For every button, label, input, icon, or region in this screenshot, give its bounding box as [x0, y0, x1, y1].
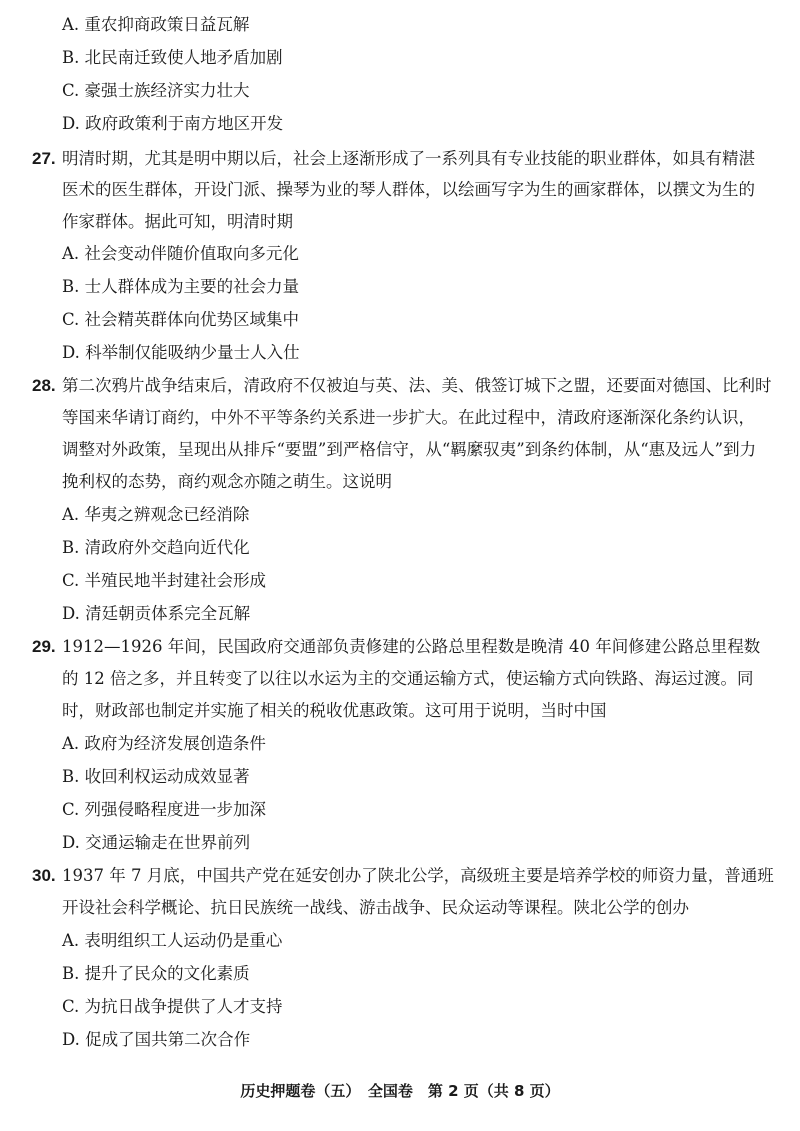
option-c: C. 列强侵略程度进一步加深 [62, 800, 267, 819]
question-stem-line: 等国来华请订商约，中外不平等条约关系进一步扩大。在此过程中，清政府逐渐深化条约认识， [62, 408, 755, 427]
option-d: D. 政府政策利于南方地区开发 [62, 114, 284, 133]
option-c: C. 半殖民地半封建社会形成 [62, 571, 267, 590]
page-footer: 历史押题卷（五） 全国卷 第 2 页（共 8 页） [240, 1082, 560, 1100]
option-b: B. 提升了民众的文化素质 [62, 964, 250, 983]
option-d: D. 清廷朝贡体系完全瓦解 [62, 604, 251, 623]
question-stem-line: 明清时期，尤其是明中期以后，社会上逐渐形成了一系列具有专业技能的职业群体，如具有精湛 [62, 149, 755, 168]
option-b: B. 收回利权运动成效显著 [62, 767, 250, 786]
option-b: B. 北民南迁致使人地矛盾加剧 [62, 48, 283, 67]
option-d: D. 科举制仅能吸纳少量士人入仕 [62, 343, 300, 362]
option-a: A. 表明组织工人运动仍是重心 [62, 931, 283, 950]
question-stem-line: 的 12 倍之多，并且转变了以往以水运为主的交通运输方式，使运输方式向铁路、海运过渡。同 [62, 669, 754, 688]
option-b: B. 士人群体成为主要的社会力量 [62, 277, 300, 296]
option-c: C. 为抗日战争提供了人才支持 [62, 997, 283, 1016]
question-number: 29. [32, 637, 56, 656]
question-stem-line: 医术的医生群体，开设门派、操琴为业的琴人群体，以绘画写字为生的画家群体，以撰文为生的 [62, 180, 755, 199]
question-stem-line: 时，财政部也制定并实施了相关的税收优惠政策。这可用于说明，当时中国 [62, 701, 607, 720]
question-stem-line: 开设社会科学概论、抗日民族统一战线、游击战争、民众运动等课程。陕北公学的创办 [62, 898, 689, 917]
question-stem-line: 第二次鸦片战争结束后，清政府不仅被迫与英、法、美、俄签订城下之盟，还要面对德国、比利时 [62, 376, 772, 395]
option-a: A. 华夷之辨观念已经消除 [62, 505, 250, 524]
question-number: 27. [32, 149, 56, 168]
question-stem-line: 挽利权的态势，商约观念亦随之萌生。这说明 [62, 472, 392, 491]
question-stem-line: 调整对外政策，呈现出从排斥“要盟”到严格信守，从“羁縻驭夷”到条约体制，从“惠及远人”到力 [62, 440, 757, 459]
question-number: 30. [32, 866, 56, 885]
option-d: D. 交通运输走在世界前列 [62, 833, 251, 852]
question-number: 28. [32, 376, 56, 395]
option-a: A. 重农抑商政策日益瓦解 [62, 15, 250, 34]
option-a: A. 政府为经济发展创造条件 [62, 734, 266, 753]
option-d: D. 促成了国共第二次合作 [62, 1030, 251, 1049]
question-stem-line: 1937 年 7 月底，中国共产党在延安创办了陕北公学，高级班主要是培养学校的师资力量，普通班 [62, 866, 774, 885]
question-stem-line: 1912—1926 年间，民国政府交通部负责修建的公路总里程数是晚清 40 年间修建公路总里程数 [62, 637, 761, 656]
question-stem-line: 作家群体。据此可知，明清时期 [62, 212, 293, 231]
option-b: B. 清政府外交趋向近代化 [62, 538, 250, 557]
option-c: C. 社会精英群体向优势区域集中 [62, 310, 300, 329]
option-c: C. 豪强士族经济实力壮大 [62, 81, 250, 100]
option-a: A. 社会变动伴随价值取向多元化 [62, 244, 299, 263]
